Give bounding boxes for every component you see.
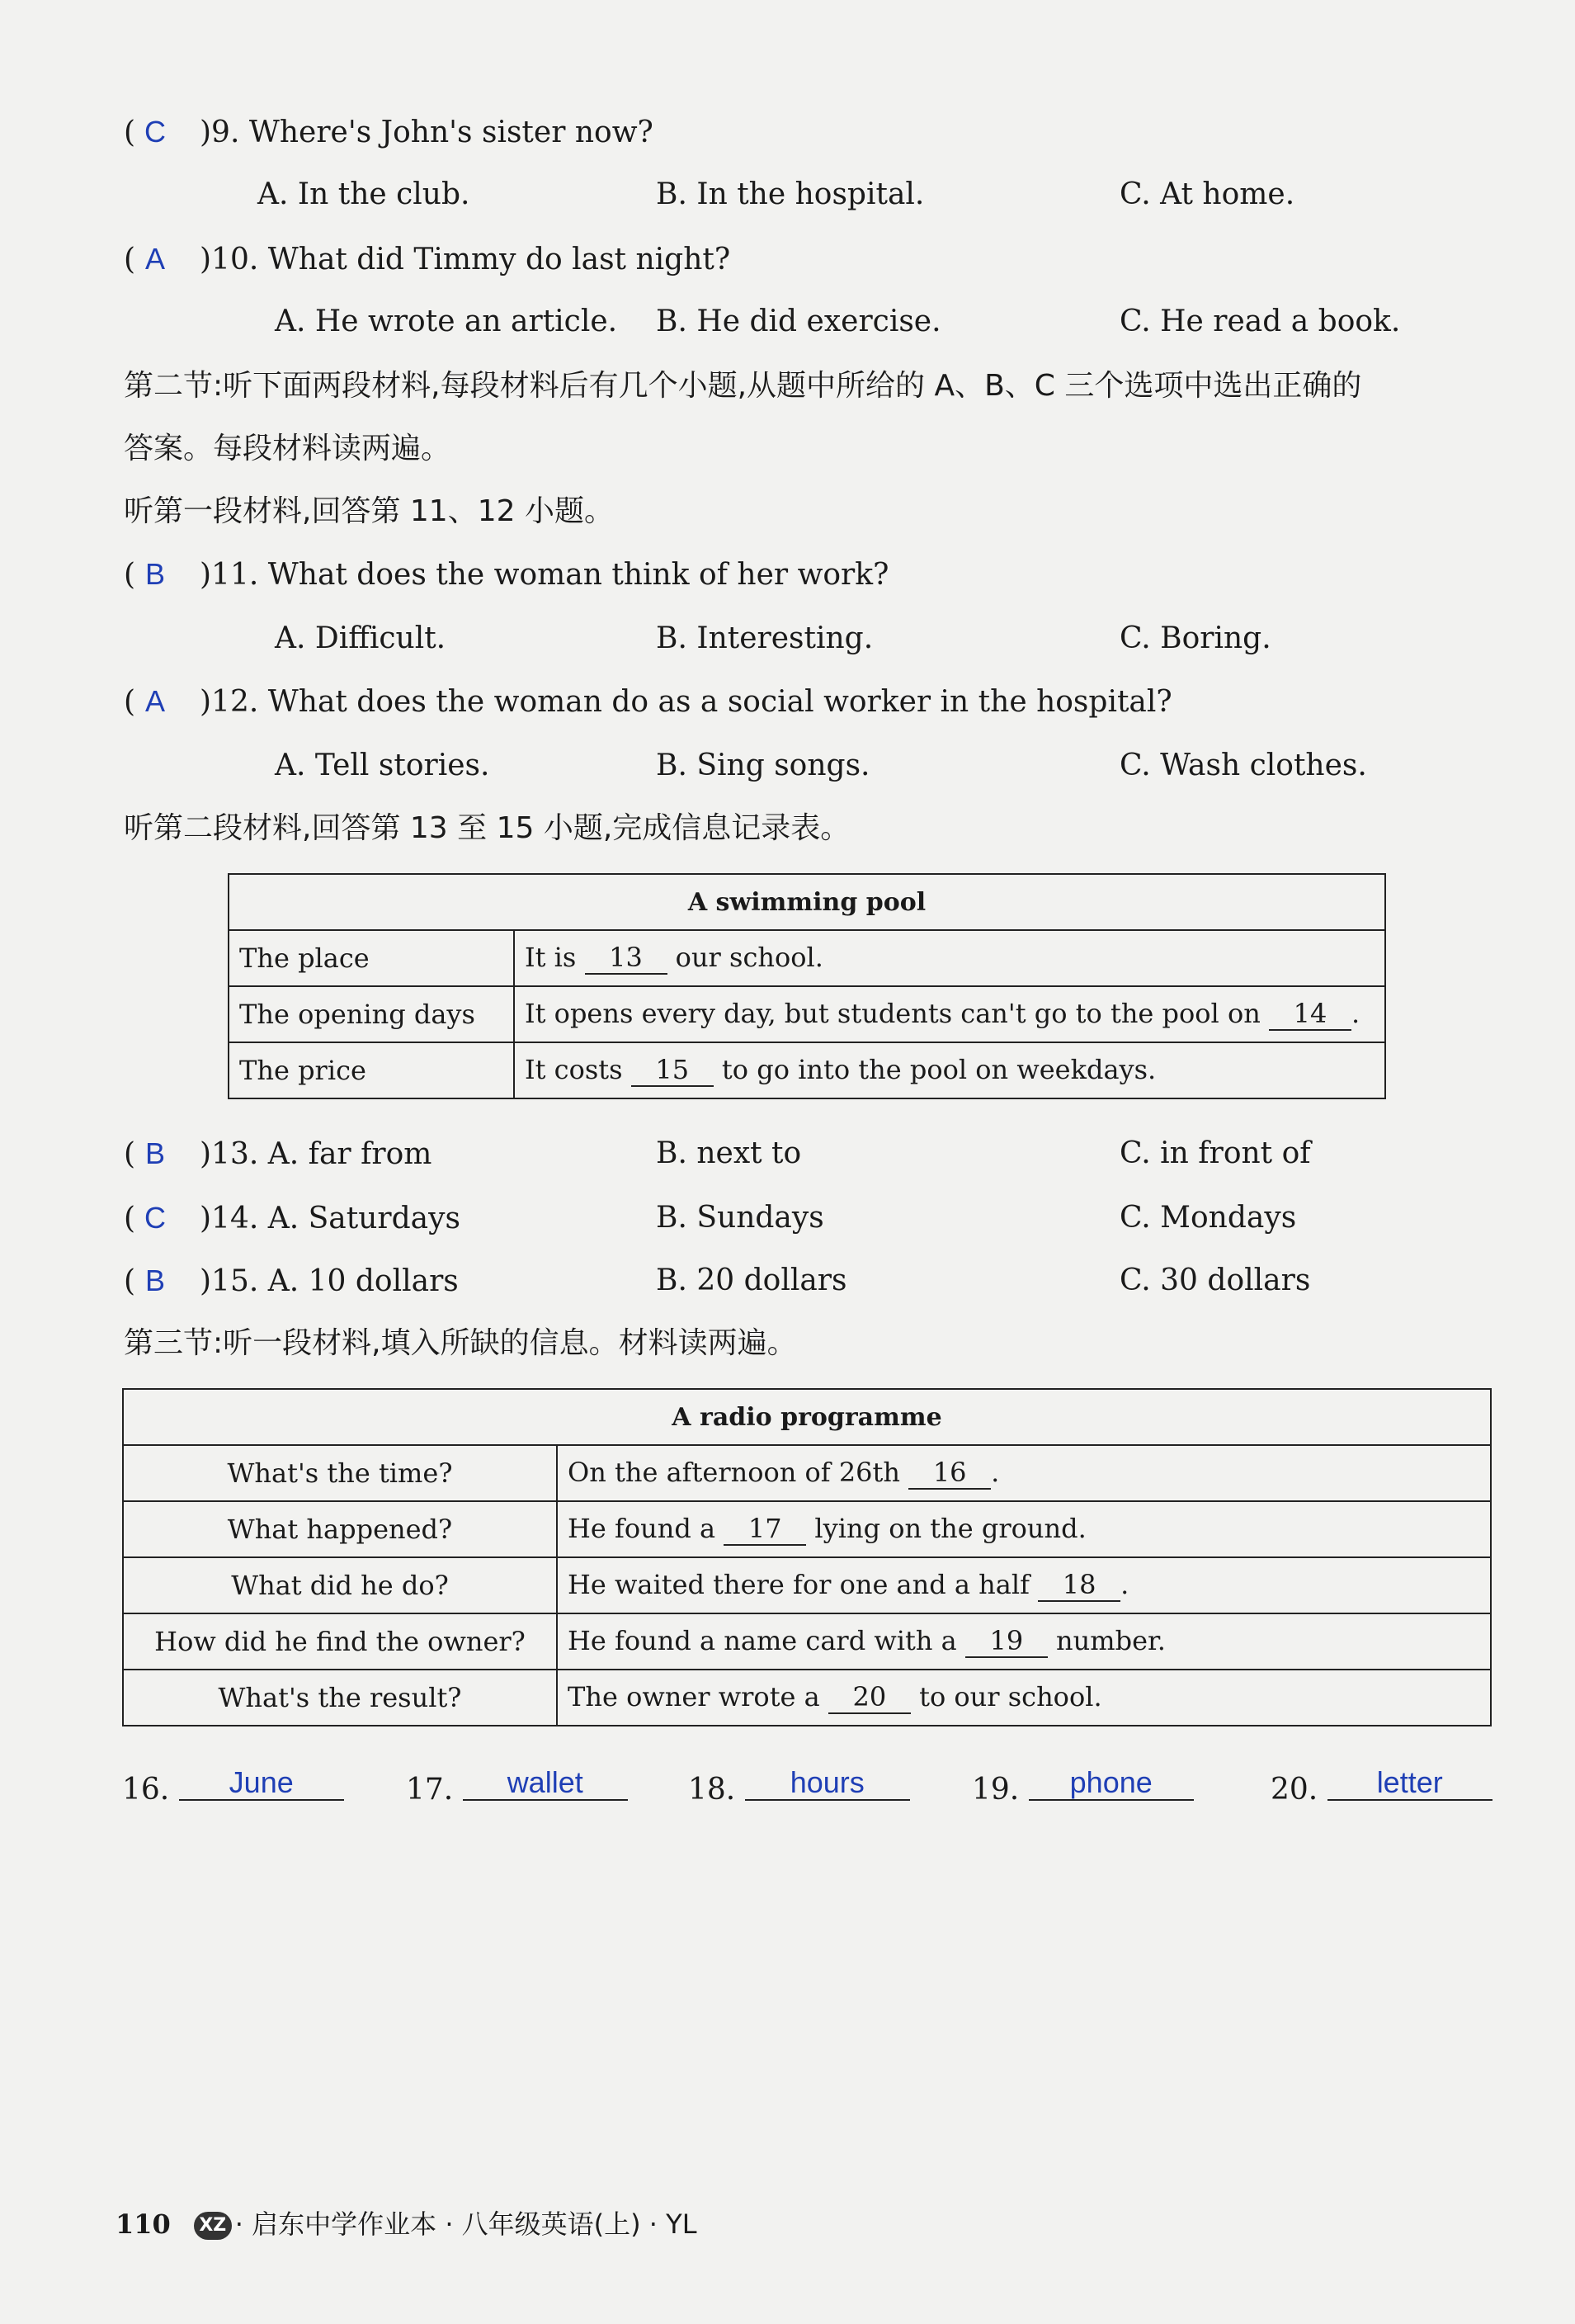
option-14b: B. Sundays bbox=[656, 1201, 824, 1235]
fill-answer-17 bbox=[406, 1765, 628, 1810]
question-14 bbox=[124, 1198, 460, 1239]
table-row bbox=[123, 1501, 1491, 1557]
option-9b: B. In the hospital. bbox=[656, 177, 925, 211]
row-label: The price bbox=[229, 1042, 514, 1098]
row-question: What's the time? bbox=[123, 1445, 557, 1501]
question-number: )13. bbox=[200, 1137, 259, 1171]
answer-12: A bbox=[145, 684, 166, 718]
option-13a: A. far from bbox=[267, 1137, 432, 1171]
option-14a: A. Saturdays bbox=[267, 1202, 460, 1235]
fill-answer: June bbox=[179, 1763, 344, 1801]
content-post: . bbox=[1351, 998, 1360, 1029]
question-number: )12. bbox=[200, 685, 259, 719]
table-row bbox=[123, 1613, 1491, 1670]
question-text: What does the woman think of her work? bbox=[267, 558, 889, 592]
content-post: to our school. bbox=[919, 1681, 1102, 1712]
content-pre: He found a name card with a bbox=[568, 1625, 957, 1656]
question-13 bbox=[124, 1134, 431, 1174]
paren-open: ( bbox=[124, 116, 136, 149]
question-number: )9. bbox=[200, 116, 240, 149]
option-14c: C. Mondays bbox=[1120, 1201, 1297, 1235]
option-12b: B. Sing songs. bbox=[656, 749, 870, 782]
paren-open: ( bbox=[124, 1264, 136, 1298]
question-text: Where's John's sister now? bbox=[248, 116, 653, 149]
material2-instruction: 听第二段材料,回答第 13 至 15 小题,完成信息记录表。 bbox=[124, 811, 851, 845]
option-11b: B. Interesting. bbox=[656, 621, 874, 655]
fill-number: 17. bbox=[406, 1773, 454, 1807]
blank-18: 18 bbox=[1038, 1569, 1120, 1602]
fill-answer-18 bbox=[688, 1765, 910, 1810]
paren-open: ( bbox=[124, 685, 136, 719]
question-number: )15. bbox=[200, 1264, 259, 1298]
question-10 bbox=[124, 239, 730, 280]
answer-13: B bbox=[145, 1136, 166, 1170]
option-11c: C. Boring. bbox=[1120, 621, 1271, 655]
page-number: 110 bbox=[116, 2208, 171, 2240]
table-row bbox=[123, 1670, 1491, 1726]
blank-20: 20 bbox=[828, 1681, 911, 1714]
paren-open: ( bbox=[124, 1202, 136, 1235]
content-pre: It is bbox=[525, 942, 577, 973]
section2-heading-cont: 答案。每段材料读两遍。 bbox=[124, 432, 451, 465]
question-number: )10. bbox=[200, 243, 259, 276]
content-post: our school. bbox=[675, 942, 823, 973]
material1-instruction: 听第一段材料,回答第 11、12 小题。 bbox=[124, 494, 614, 528]
option-13c: C. in front of bbox=[1120, 1136, 1311, 1170]
blank-17: 17 bbox=[724, 1513, 806, 1546]
content-pre: He found a bbox=[568, 1513, 716, 1544]
table-row bbox=[229, 1042, 1385, 1098]
blank-16: 16 bbox=[908, 1457, 991, 1490]
fill-answer-16 bbox=[122, 1765, 344, 1810]
table-row bbox=[229, 986, 1385, 1042]
option-15a: A. 10 dollars bbox=[267, 1264, 459, 1298]
content-post: to go into the pool on weekdays. bbox=[721, 1054, 1157, 1085]
publisher-logo-icon: XZ bbox=[194, 2212, 232, 2240]
question-12 bbox=[124, 682, 1172, 722]
row-question: How did he find the owner? bbox=[123, 1613, 557, 1670]
content-pre: It opens every day, but students can't go to the pool on bbox=[525, 998, 1261, 1029]
option-13b: B. next to bbox=[656, 1136, 802, 1170]
question-text: What does the woman do as a social worker in the hospital? bbox=[267, 685, 1172, 719]
option-10c: C. He read a book. bbox=[1120, 305, 1401, 338]
question-15 bbox=[124, 1261, 459, 1301]
option-9c: C. At home. bbox=[1120, 177, 1295, 211]
blank-15: 15 bbox=[631, 1054, 714, 1087]
row-question: What's the result? bbox=[123, 1670, 557, 1726]
option-10a: A. He wrote an article. bbox=[275, 305, 618, 338]
row-label: The opening days bbox=[229, 986, 514, 1042]
question-number: )14. bbox=[200, 1202, 259, 1235]
question-9 bbox=[124, 112, 653, 153]
option-11a: A. Difficult. bbox=[275, 621, 446, 655]
fill-number: 19. bbox=[972, 1773, 1020, 1807]
question-11 bbox=[124, 555, 889, 595]
fill-number: 18. bbox=[688, 1773, 736, 1807]
blank-13: 13 bbox=[585, 942, 667, 975]
book-title: · 启东中学作业本 · 八年级英语(上) · YL bbox=[234, 2208, 697, 2240]
question-number: )11. bbox=[200, 558, 259, 592]
row-question: What did he do? bbox=[123, 1557, 557, 1613]
option-12a: A. Tell stories. bbox=[275, 749, 490, 782]
answer-9: C bbox=[144, 115, 167, 149]
option-9a: A. In the club. bbox=[257, 177, 470, 211]
answer-15: B bbox=[145, 1264, 166, 1297]
fill-number: 16. bbox=[122, 1773, 170, 1807]
table-row bbox=[229, 930, 1385, 986]
page-footer bbox=[116, 2204, 697, 2241]
option-15c: C. 30 dollars bbox=[1120, 1264, 1311, 1297]
content-post: number. bbox=[1056, 1625, 1166, 1656]
content-post: . bbox=[991, 1457, 1000, 1488]
option-10b: B. He did exercise. bbox=[656, 305, 941, 338]
paren-open: ( bbox=[124, 243, 136, 276]
row-content bbox=[557, 1557, 1491, 1613]
section2-heading: 第二节:听下面两段材料,每段材料后有几个小题,从题中所给的 A、B、C 三个选项中选出正确的 bbox=[124, 369, 1362, 403]
fill-answer-19 bbox=[972, 1765, 1194, 1810]
swimming-pool-table bbox=[228, 873, 1386, 1099]
table-row bbox=[123, 1445, 1491, 1501]
table-title: A radio programme bbox=[123, 1389, 1491, 1445]
content-post: lying on the ground. bbox=[814, 1513, 1087, 1544]
option-15b: B. 20 dollars bbox=[656, 1264, 847, 1297]
row-content bbox=[557, 1613, 1491, 1670]
fill-answer: letter bbox=[1327, 1763, 1492, 1801]
blank-19: 19 bbox=[965, 1625, 1048, 1658]
content-pre: The owner wrote a bbox=[568, 1681, 820, 1712]
table-title: A swimming pool bbox=[229, 874, 1385, 930]
table-row bbox=[123, 1557, 1491, 1613]
content-pre: He waited there for one and a half bbox=[568, 1569, 1030, 1600]
row-content bbox=[514, 1042, 1385, 1098]
content-pre: It costs bbox=[525, 1054, 623, 1085]
answer-10: A bbox=[145, 242, 166, 276]
blank-14: 14 bbox=[1269, 998, 1351, 1031]
row-content bbox=[514, 986, 1385, 1042]
paren-open: ( bbox=[124, 558, 136, 592]
row-content bbox=[557, 1501, 1491, 1557]
fill-answer: hours bbox=[745, 1763, 910, 1801]
paren-open: ( bbox=[124, 1137, 136, 1171]
row-label: The place bbox=[229, 930, 514, 986]
content-pre: On the afternoon of 26th bbox=[568, 1457, 900, 1488]
fill-answer: phone bbox=[1029, 1763, 1194, 1801]
fill-answer: wallet bbox=[463, 1763, 628, 1801]
row-content bbox=[514, 930, 1385, 986]
question-text: What did Timmy do last night? bbox=[267, 243, 731, 276]
section3-heading: 第三节:听一段材料,填入所缺的信息。材料读两遍。 bbox=[124, 1326, 797, 1360]
row-content bbox=[557, 1445, 1491, 1501]
fill-answer-20 bbox=[1271, 1765, 1492, 1810]
row-content bbox=[557, 1670, 1491, 1726]
radio-programme-table bbox=[122, 1388, 1492, 1726]
fill-number: 20. bbox=[1271, 1773, 1318, 1807]
option-12c: C. Wash clothes. bbox=[1120, 749, 1367, 782]
row-question: What happened? bbox=[123, 1501, 557, 1557]
answer-11: B bbox=[145, 557, 166, 591]
content-post: . bbox=[1120, 1569, 1129, 1600]
answer-14: C bbox=[144, 1201, 167, 1235]
